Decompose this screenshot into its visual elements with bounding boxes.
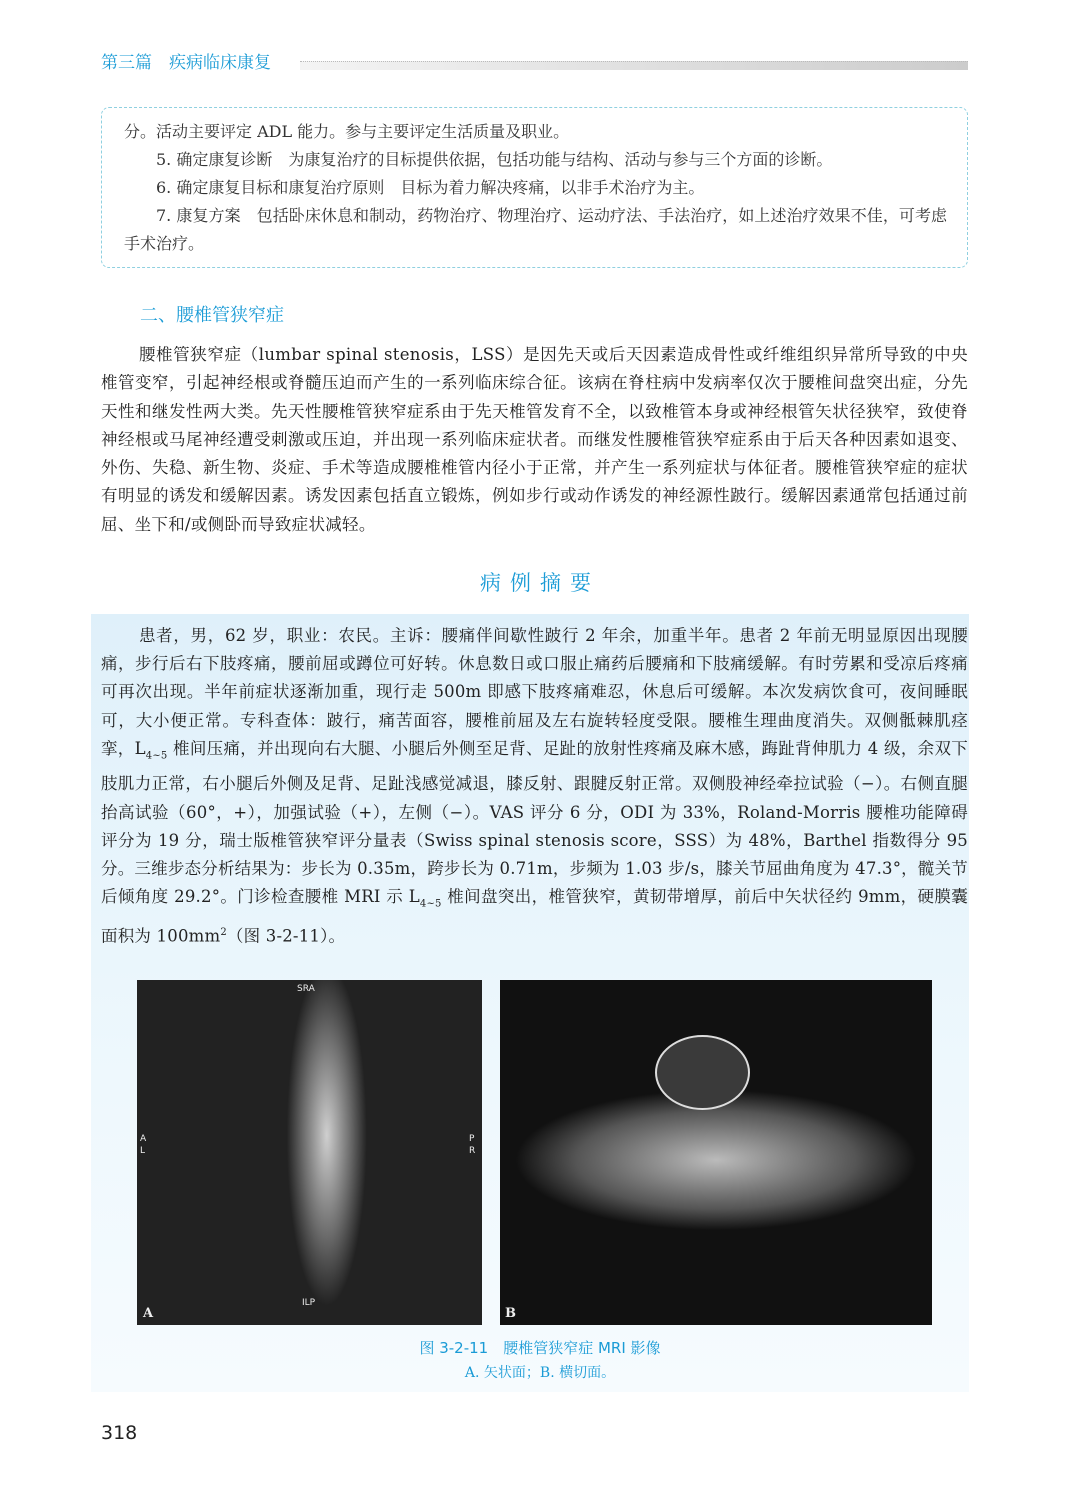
running-header — [101, 48, 271, 73]
text: 椎间压痛，并出现向右大腿、小腿后外侧至足背、足趾的放射性疼痛及麻木感，踇趾背伸肌力 4 级，余双下肢肌力正常，右小腿后外侧及足背、足趾浅感觉减退，膝反射、跟腱反射正常。双侧股神经牵拉试验（−）。右侧直腿抬高试验（60°，+），加强试验（+），左侧（−）。VAS 评分 6 分，ODI 为 33%，Roland-Morris 腰椎功能障碍评分为 19 分，瑞士版椎管狭窄评分量表（Swiss spinal stenosis score，SSS）为 48%，Barthel 指数得分 95 分。三维步态分析结果为：步长为 0.35m，跨步长为 0.71m，步频为 1.03 步/s，膝关节屈曲角度为 47.3°，髋关节后倾角度 29.2°。门诊检查腰椎 MRI 示 L — [101, 738, 968, 907]
panel-label: A — [143, 1306, 154, 1321]
box-line: 6. 确定康复目标和康复治疗原则 目标为着力解决疼痛，以非手术治疗为主。 — [156, 178, 705, 197]
image-vertebra — [655, 1035, 750, 1110]
text: 患者，男，62 岁，职业：农民。主诉：腰痛伴间歇性跛行 2 年余，加重半年。患者 2 年前无明显原因出现腰痛，步行后右下肢疼痛，腰前屈或蹲位可好转。休息数日或口服止痛药后腰痛和下肢痛缓解。有时劳累和受凉后疼痛可再次出现。半年前症状逐渐加重，现行走 500m 即感下肢疼痛难忍，休息后可缓解。本次发病饮食可，夜间睡眠可，大小便正常。专科查体：跛行，痛苦面容，腰椎前屈及左右旋转轻度受限。腰椎生理曲度消失。双侧骶棘肌痉挛，L — [101, 626, 968, 758]
figure-subcaption: A. 矢状面；B. 横切面。 — [464, 1365, 616, 1381]
header-bar — [300, 61, 968, 70]
box-line: 5. 确定康复诊断 为康复治疗的目标提供依据，包括功能与结构、活动与参与三个方面的诊断。 — [156, 150, 833, 169]
image-mark: P — [469, 1134, 475, 1144]
image-mark: A — [140, 1134, 147, 1144]
mri-axial-image — [500, 980, 932, 1325]
box-line: 分。活动主要评定 ADL 能力。参与主要评定生活质量及职业。 — [124, 122, 570, 141]
box-line: 7. 康复方案 包括卧床休息和制动，药物治疗、物理治疗、运动疗法、手法治疗，如上述治疗效果不佳，可考虑手术治疗。 — [124, 206, 947, 253]
case-paragraph — [101, 622, 968, 950]
figure-caption: 图 3-2-11 腰椎管狭窄症 MRI 影像 — [419, 1339, 661, 1357]
summary-box — [101, 107, 968, 268]
subscript: 4~5 — [145, 750, 168, 762]
image-mark: R — [469, 1146, 476, 1156]
section-paragraph: 腰椎管狭窄症（lumbar spinal stenosis，LSS）是因先天或后天因素造成骨性或纤维组织异常所导致的中央椎管变窄，引起神经根或脊髓压迫而产生的一系列临床综合征。该病在脊柱病中发病率仅次于腰椎间盘突出症，分先天性和继发性两大类。先天性腰椎管狭窄症系由于先天椎管发育不全，以致椎管本身或神经根管矢状径狭窄，致使脊神经根或马尾神经遭受刺激或压迫，并出现一系列临床症状者。而继发性腰椎管狭窄症系由于后天各种因素如退变、外伤、失稳、新生物、炎症、手术等造成腰椎椎管内径小于正常，并产生一系列症状与体征者。腰椎管狭窄症的症状有明显的诱发和缓解因素。诱发因素包括直立锻炼，例如步行或动作诱发的神经源性跛行。缓解因素通常包括通过前屈、坐下和/或侧卧而导致症状减轻。 — [101, 345, 968, 534]
section-heading: 二、腰椎管狭窄症 — [140, 305, 284, 326]
chapter-title: 疾病临床康复 — [169, 53, 271, 73]
case-heading: 病例摘要 — [480, 571, 600, 595]
text: 椎间盘突出，椎管狭窄，黄韧带增厚，前后中矢状径约 9mm，硬膜囊面积为 100mm — [101, 887, 968, 946]
part-label: 第三篇 — [101, 53, 152, 73]
subscript: 4~5 — [419, 898, 442, 910]
superscript: 2 — [220, 926, 227, 938]
image-body — [500, 1090, 932, 1230]
mri-sagittal-image — [137, 980, 482, 1325]
image-mark: ILP — [302, 1298, 316, 1308]
panel-label: B — [505, 1306, 516, 1321]
page-number: 318 — [101, 1422, 138, 1444]
text: （图 3-2-11）。 — [226, 926, 346, 946]
image-mark: L — [140, 1146, 146, 1156]
image-mark: SRA — [297, 984, 315, 994]
